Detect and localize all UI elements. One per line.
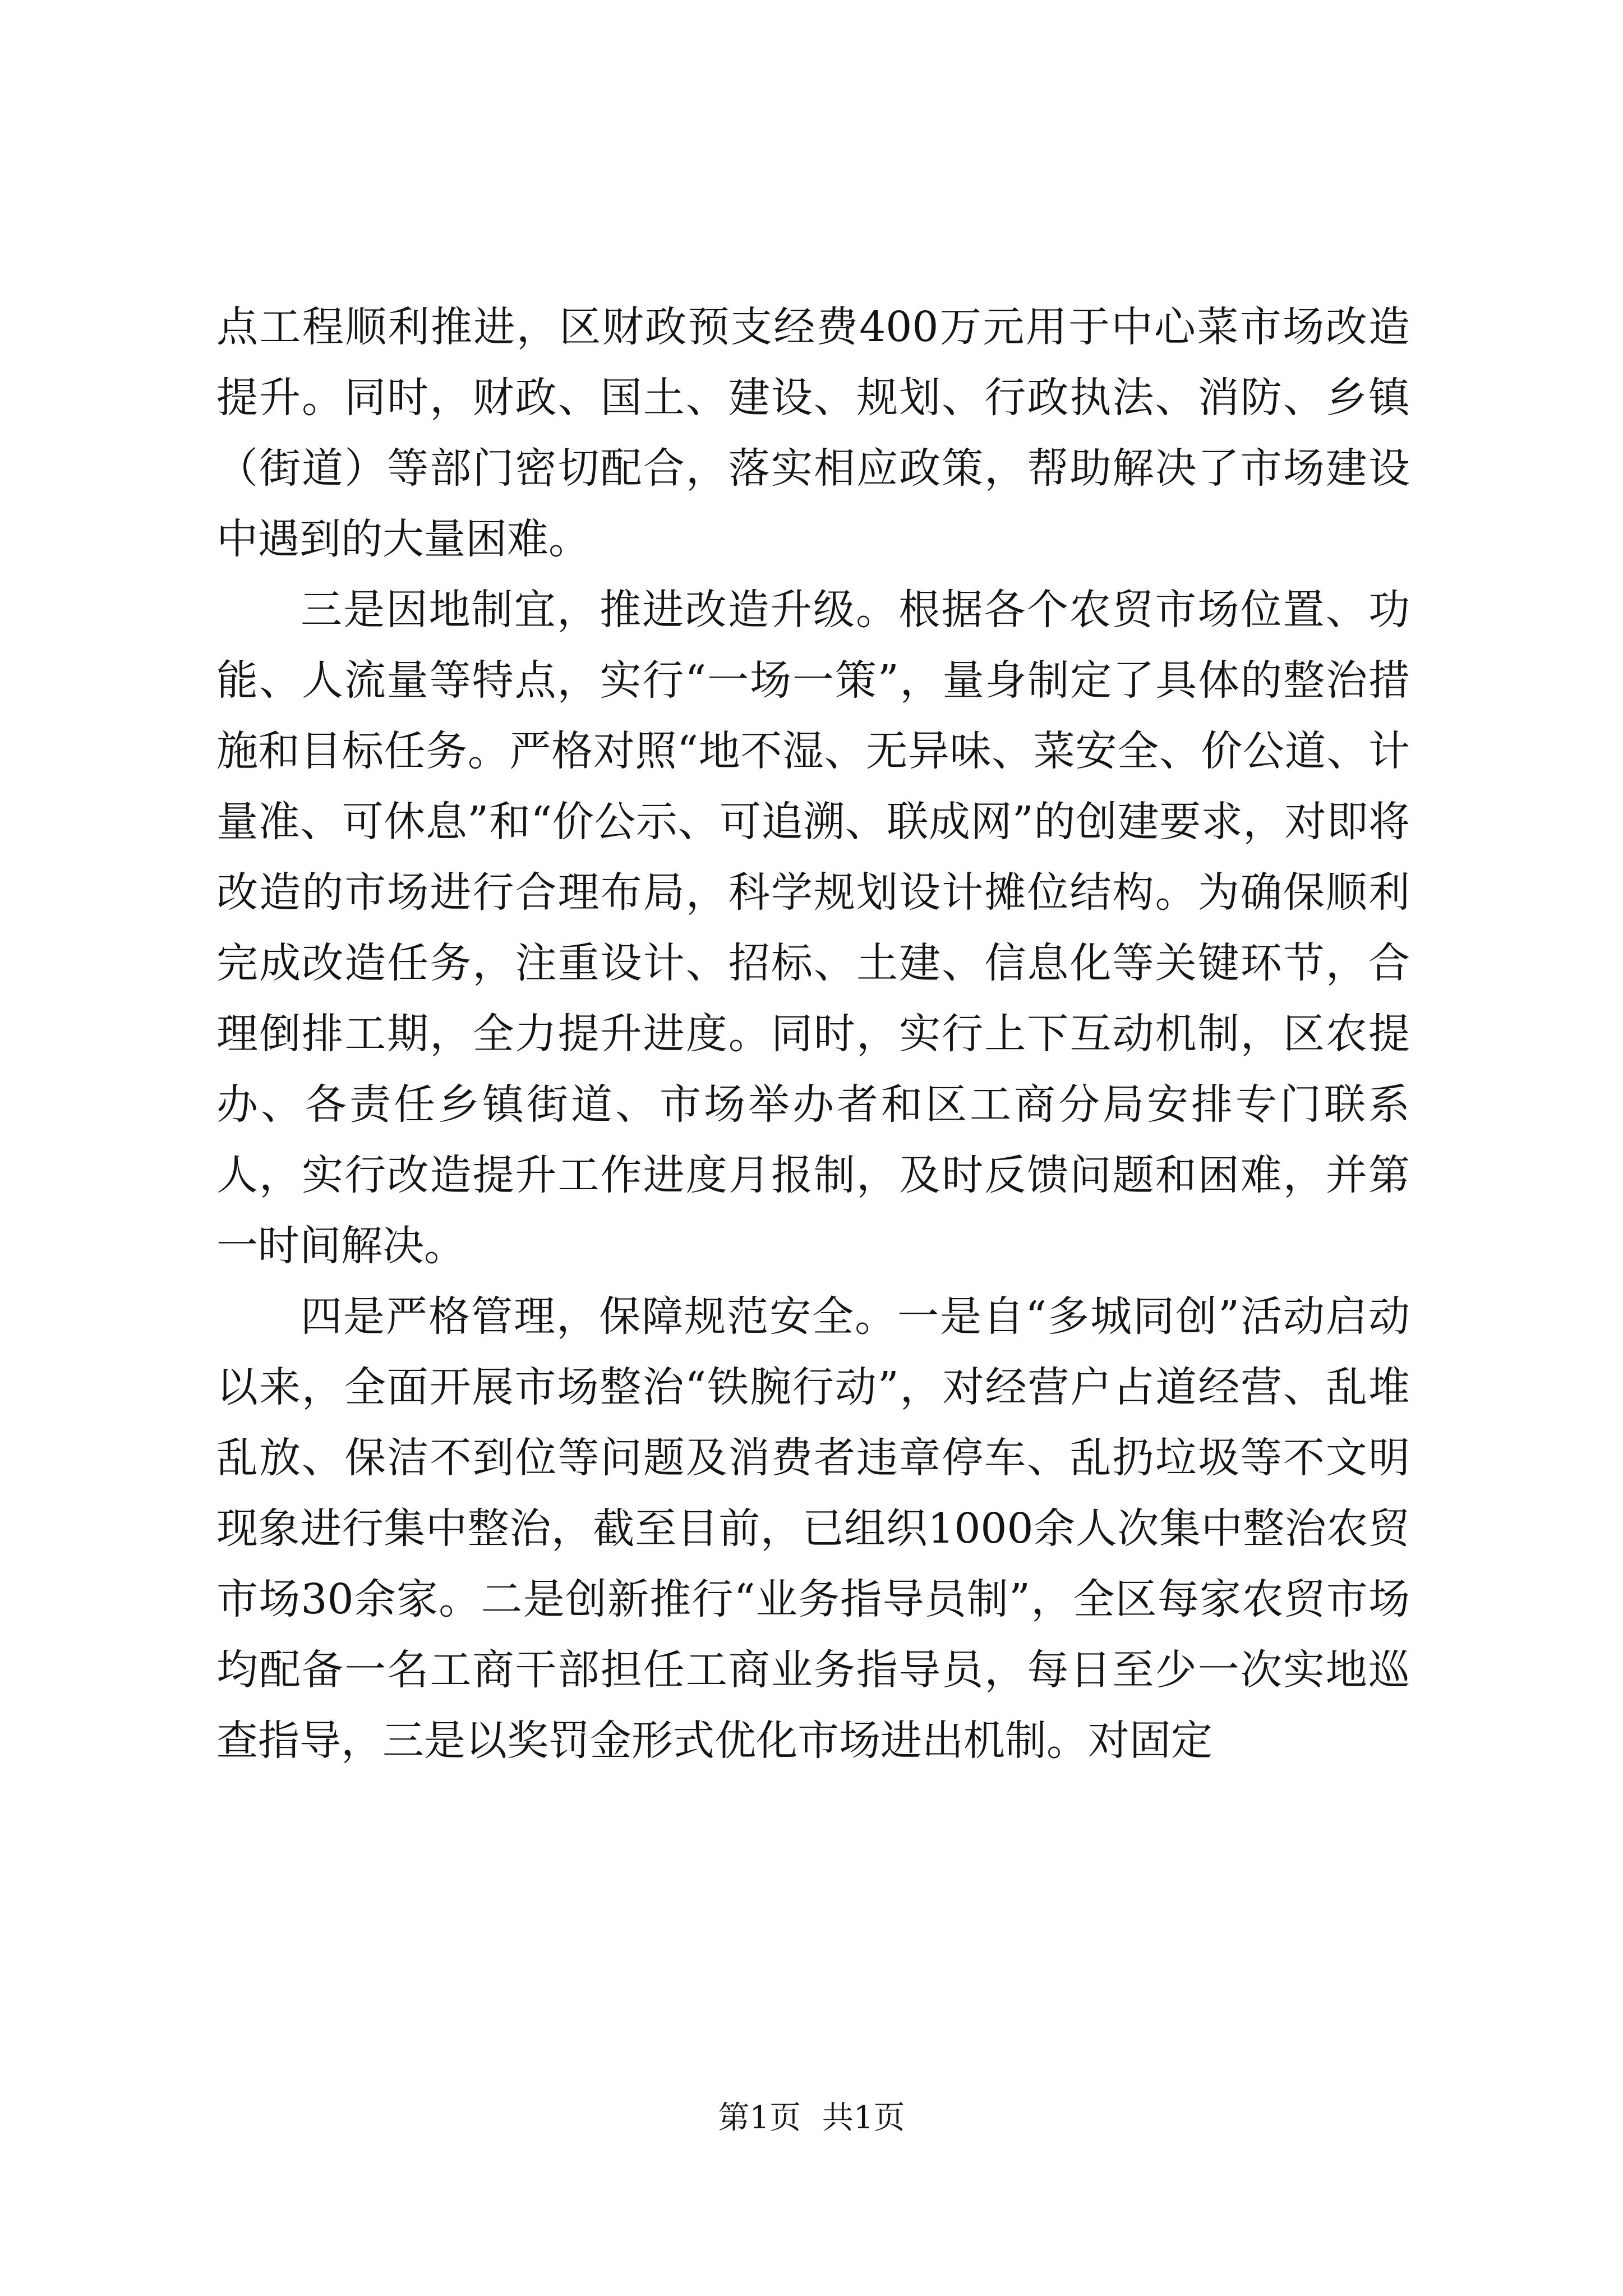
page-footer xyxy=(0,2096,1623,2141)
page-number: 第1页 xyxy=(718,2100,801,2136)
page-total: 共1页 xyxy=(822,2100,905,2136)
paragraph-item-three: 三是因地制宜，推进改造升级。根据各个农贸市场位置、功能、人流量等特点，实行“一场一策”，量身制定了具体的整治措施和目标任务。严格对照“地不湿、无异味、菜安全、价公道、计量准、可休息”和“价公示、可追溯、联成网”的创建要求，对即将改造的市场进行合理布局，科学规划设计摊位结构。为确保顺利完成改造任务，注重设计、招标、土建、信息化等关键环节，合理倒排工期，全力提升进度。同时，实行上下互动机制，区农提办、各责任乡镇街道、市场举办者和区工商分局安排专门联系人，实行改造提升工作进度月报制，及时反馈问题和困难，并第一时间解决。 xyxy=(216,586,1410,1270)
paragraph-item-four: 四是严格管理，保障规范安全。一是自“多城同创”活动启动以来，全面开展市场整治“铁腕行动”，对经营户占道经营、乱堆乱放、保洁不到位等问题及消费者违章停车、乱扔垃圾等不文明现象进行集中整治，截至目前，已组织1000余人次集中整治农贸市场30余家。二是创新推行“业务指导员制”，全区每家农贸市场均配备一名工商干部担任工商业务指导员，每日至少一次实地巡查指导，三是以奖罚金形式优化市场进出机制。对固定 xyxy=(216,1292,1410,1765)
document-body xyxy=(216,292,1410,1776)
paragraph-continuation: 点工程顺利推进，区财政预支经费400万元用于中心菜市场改造提升。同时，财政、国土、建设、规划、行政执法、消防、乡镇（街道）等部门密切配合，落实相应政策，帮助解决了市场建设中遇到的大量困难。 xyxy=(216,303,1410,563)
